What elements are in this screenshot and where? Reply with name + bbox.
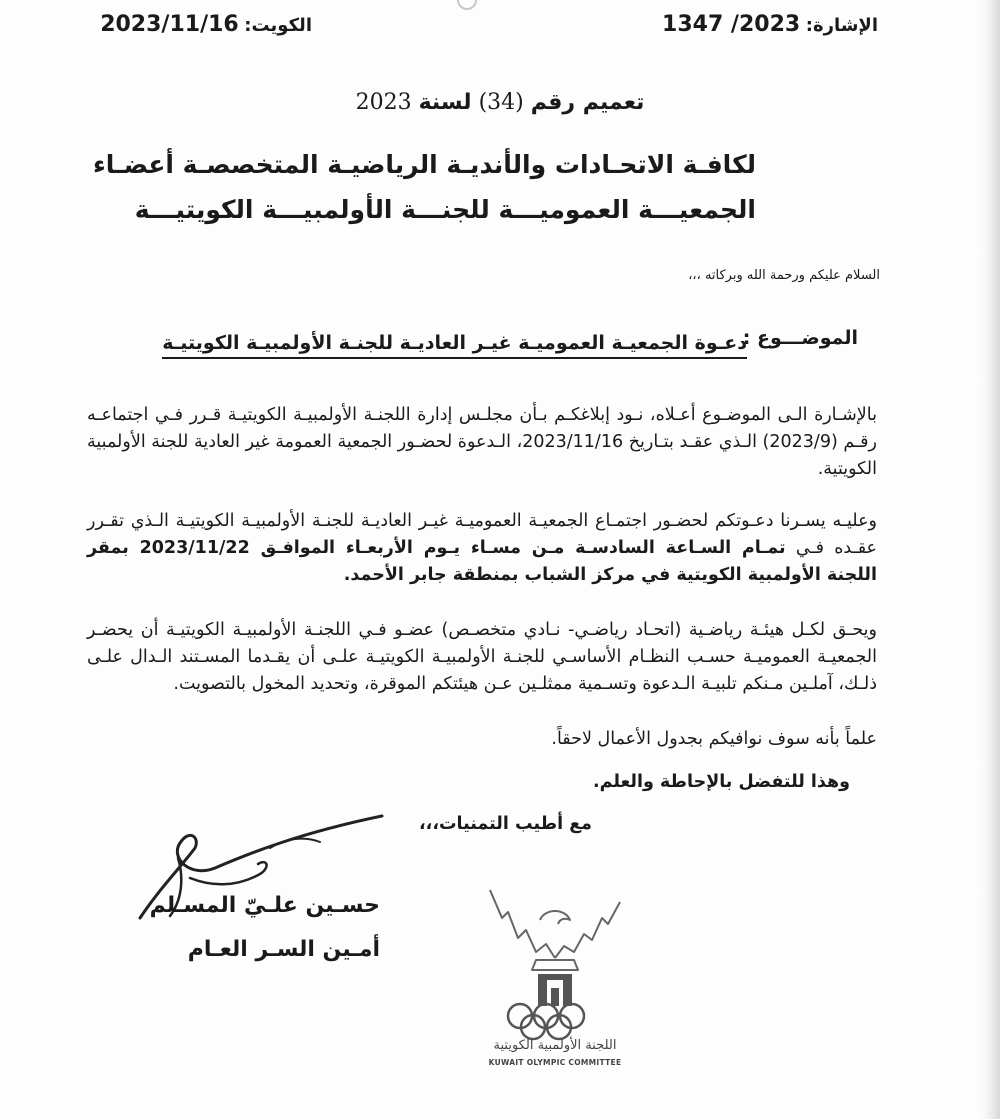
logo-name-english: KUWAIT OLYMPIC COMMITTEE: [488, 1058, 622, 1067]
paragraph-1: بالإشـارة الـى الموضـوع أعـلاه، نـود إبلاغكـم بـأن مجلـس إدارة اللجنـة الأولمبيـة الكويتيـة قـرر فـي اجتماعـه رقـم (2023/9) الـذي عقـد بتـاريخ 2023/11/16، الـدعوة لحضـور الجمعية العمومة غير العادية للجنة الأولمبية الكويتية.: [87, 405, 877, 479]
punch-hole: [457, 0, 477, 10]
paragraph-2: وعليـه يسـرنا دعـوتكم لحضـور اجتمـاع الجمعيـة العموميـة غيـر العاديـة للجنـة الأولمبيـة الكويتيـة الـذي تقـرر عقـده فـي تمـام السـاعة السادسـة مـن مسـاء يـوم الأربعـاء الموافـق 2023/11/22 بمقر اللجنة الأولمبية الكويتية في مركز الشباب بمنطقة جابر الأحمد.: [87, 511, 877, 585]
closing-line-1: وهذا للتفضل بالإحاطة والعلم.: [592, 772, 850, 792]
reference-number: الإشارة: 2023/ 1347: [662, 12, 878, 37]
olympic-rings-icon: [508, 1004, 584, 1039]
letter-date: الكويت: 2023/11/16: [100, 12, 312, 37]
addressee-line-2: الجمعيـــة العموميـــة للجنـــة الأولمبيـــة الكويتيـــة: [134, 195, 756, 224]
paragraph-3: ويحـق لكـل هيئـة رياضـية (اتحـاد رياضـي- نـادي متخصـص) عضـو فـي اللجنـة الأولمبيـة الكويتيـة أن يحضـر الجمعيـة العموميـة حسـب النظـام الأساسـي للجنـة الأولمبيـة الكويتيـة علـى أن يقـدما المسـتند الـدال علـى ذلـك، آملـين مـنكم تلبيـة الـدعوة وتسـمية ممثلـين عـن هيئتكم الموقرة، وتحديد المخول بالتصويت.: [87, 620, 877, 694]
page-edge-shadow: [978, 0, 1000, 1119]
logo-name-arabic: اللجنة الأولمبية الكويتية: [493, 1038, 617, 1053]
greeting: السلام عليكم ورحمة الله وبركاته ،،،: [688, 268, 880, 283]
signatory-title: أمـين السـر العـام: [187, 937, 380, 962]
closing-line-2: مع أطيب التمنيات،،،: [419, 814, 592, 834]
subject-label: الموضـــوع :: [742, 327, 858, 349]
circular-title: تعميم رقم (34) لسنة 2023: [355, 90, 645, 115]
subject-text: دعـوة الجمعيـة العموميـة غيـر العاديـة للجنـة الأولمبيـة الكويتيـة: [162, 332, 747, 359]
meeting-time-location: تمـام السـاعة السادسـة مـن مسـاء يـوم الأربعـاء الموافـق 2023/11/22 بمقر اللجنة الأولمبية الكويتية في مركز الشباب بمنطقة جابر الأحمد.: [87, 538, 877, 585]
addressee-line-1: لكافـة الاتحـادات والأنديـة الرياضيـة المتخصصـة أعضـاء: [92, 150, 756, 179]
agenda-note: علماً بأنه سوف نوافيكم بجدول الأعمال لاحقاً.: [551, 729, 877, 749]
signatory-name: حسـين علـيّ المسـلم: [149, 893, 380, 918]
